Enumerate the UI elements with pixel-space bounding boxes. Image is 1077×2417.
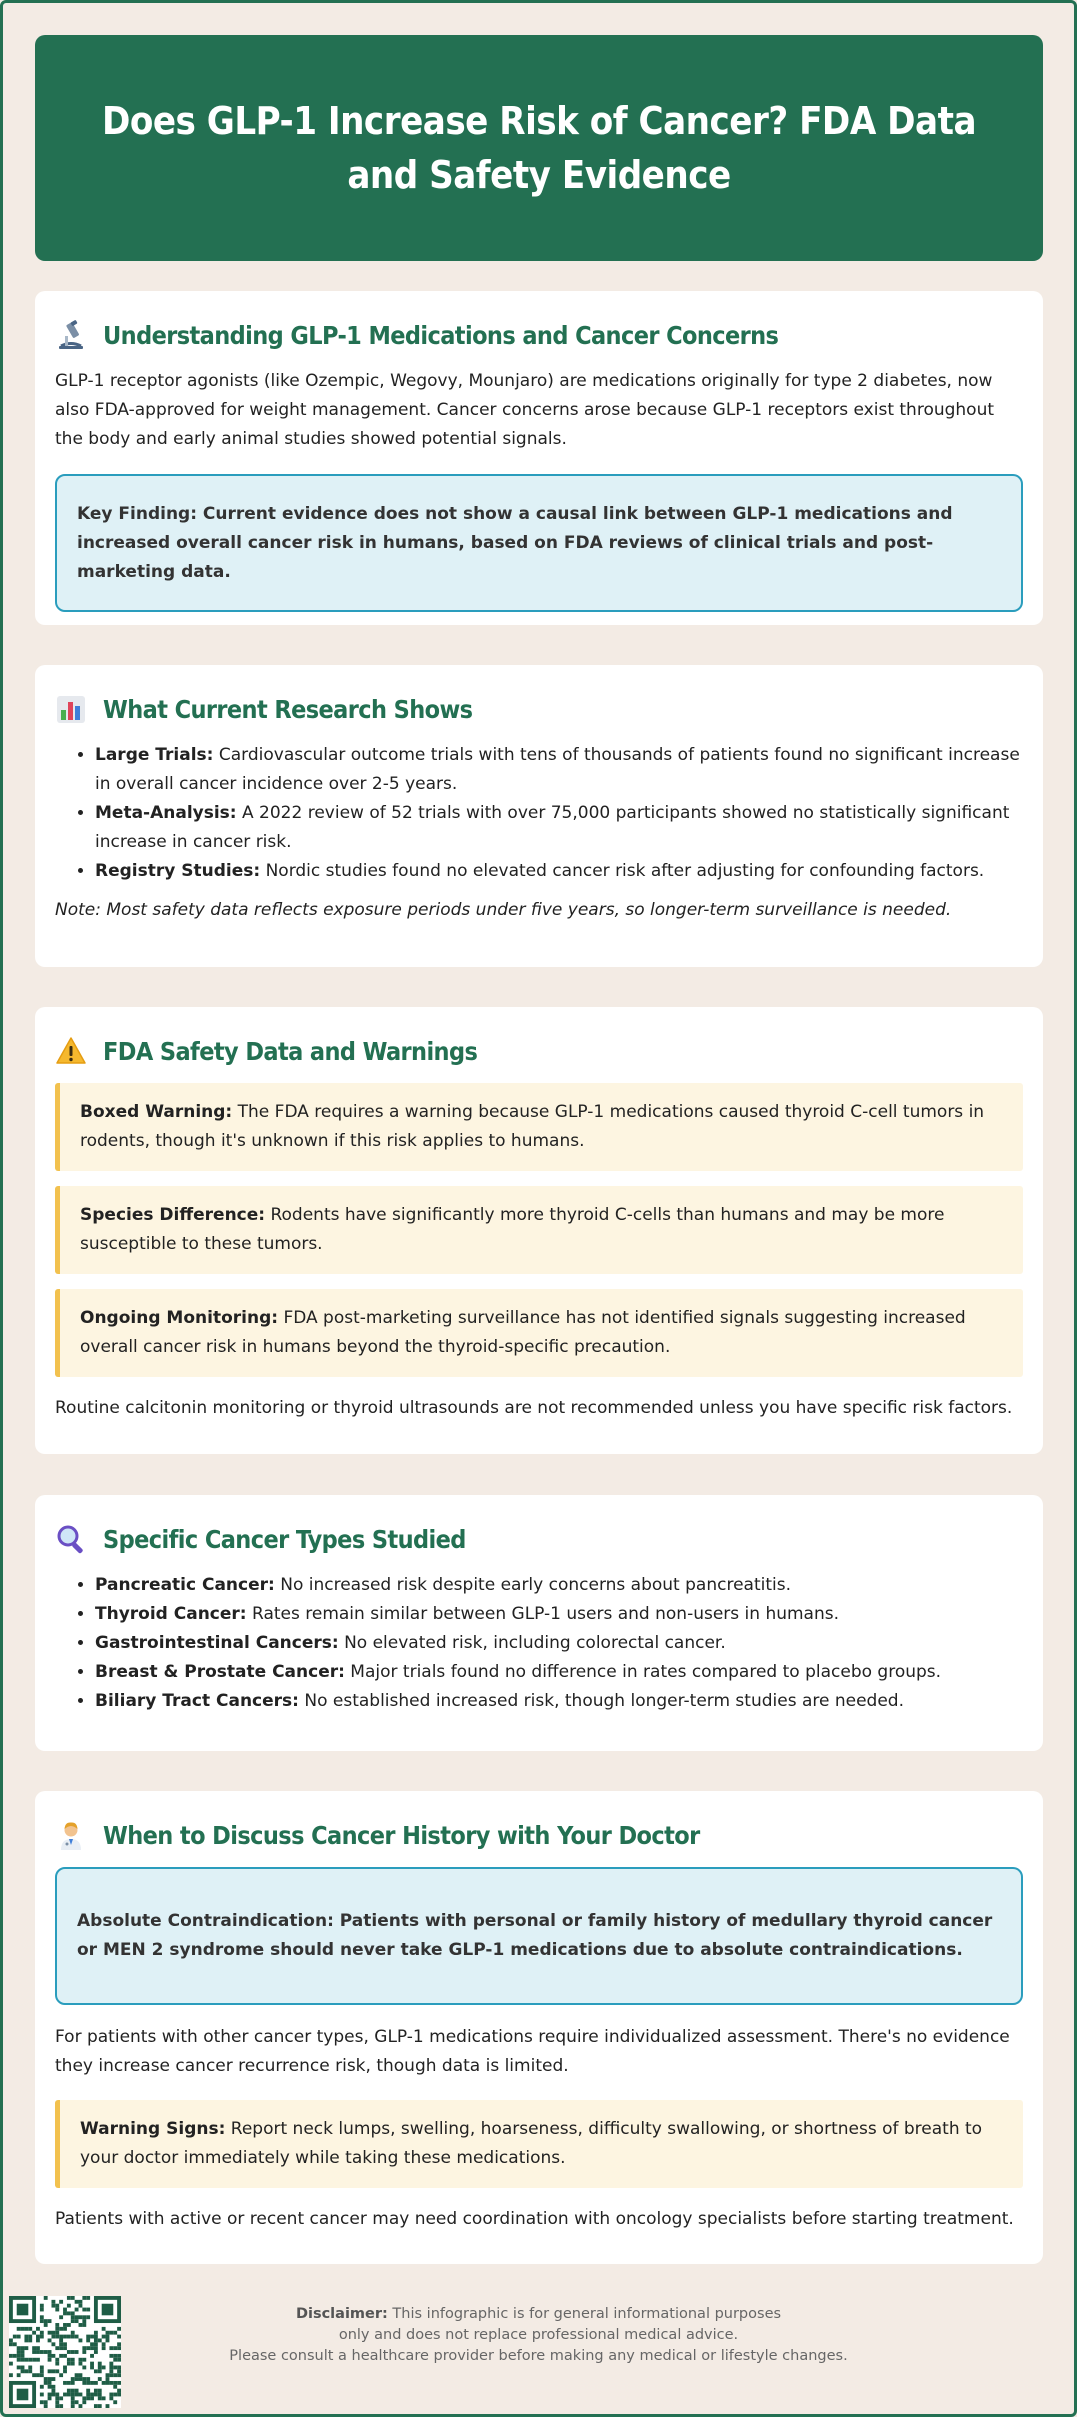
list-item: • Gastrointestinal Cancers: No elevated risk, including colorectal cancer. — [95, 1629, 1023, 1658]
list-item: • Breast & Prostate Cancer: Major trials found no difference in rates compared to placebo groups. — [95, 1658, 1023, 1687]
key-finding-text: Key Finding: Current evidence does not show a causal link between GLP-1 medications and increased overall cancer risk in humans, based on FDA reviews of clinical trials and post-marketing data. — [77, 503, 953, 582]
warning-signs-callout: Warning Signs: Report neck lumps, swelling, hoarseness, difficulty swallowing, or shortness of breath to your doctor immediately while taking these medications. — [55, 2100, 1023, 2188]
section-fda-safety — [35, 1007, 1043, 1454]
ongoing-monitoring-callout: Ongoing Monitoring: FDA post-marketing surveillance has not identified signals suggesting increased overall cancer risk in humans beyond the thyroid-specific precaution. — [55, 1289, 1023, 1377]
section-title: When to Discuss Cancer History with Your Doctor — [103, 1820, 700, 1850]
section-doctor-discussion — [35, 1791, 1043, 2264]
list-item: • Biliary Tract Cancers: No established increased risk, though longer-term studies are needed. — [95, 1687, 1023, 1716]
section-closing-text: Patients with active or recent cancer may need coordination with oncology specialists before starting treatment. — [55, 2209, 1014, 2229]
list-item: • Registry Studies: Nordic studies found no elevated cancer risk after adjusting for confounding factors. — [95, 857, 1023, 886]
section-title: Specific Cancer Types Studied — [103, 1524, 466, 1554]
cancer-types-list — [55, 1571, 1023, 1716]
section-title: FDA Safety Data and Warnings — [103, 1036, 478, 1066]
section-footer-text: Routine calcitonin monitoring or thyroid ultrasounds are not recommended unless you have specific risk factors. — [55, 1398, 1013, 1418]
section-research — [35, 665, 1043, 967]
key-finding-box — [55, 474, 1023, 612]
section-body: For patients with other cancer types, GLP-1 medications require individualized assessment. There's no evidence they increase cancer recurrence risk, though data is limited. — [55, 2027, 1010, 2076]
boxed-warning-callout: Boxed Warning: The FDA requires a warning because GLP-1 medications caused thyroid C-cell tumors in rodents, though it's unknown if this risk applies to humans. — [55, 1083, 1023, 1171]
list-item: • Meta-Analysis: A 2022 review of 52 trials with over 75,000 participants showed no statistically significant increase in cancer risk. — [95, 799, 1023, 857]
magnifier-icon — [55, 1523, 87, 1555]
warning-icon — [55, 1035, 87, 1067]
section-title: Understanding GLP-1 Medications and Cancer Concerns — [103, 320, 779, 350]
research-note: Note: Most safety data reflects exposure periods under five years, so longer-term surveillance is needed. — [55, 900, 952, 920]
contraindication-box — [55, 1867, 1023, 2005]
section-title: What Current Research Shows — [103, 694, 473, 724]
doctor-icon — [55, 1819, 87, 1851]
bar-chart-icon — [55, 693, 87, 725]
disclaimer: Disclaimer: This infographic is for general informational purposes only and does not replace professional medical advice. Please consult a healthcare provider before making any medical or lifestyle changes. — [229, 2306, 848, 2364]
list-item: • Large Trials: Cardiovascular outcome trials with tens of thousands of patients found no significant increase in overall cancer incidence over 2-5 years. — [95, 741, 1023, 799]
section-understanding — [35, 291, 1043, 625]
list-item: • Thyroid Cancer: Rates remain similar between GLP-1 users and non-users in humans. — [95, 1600, 1023, 1629]
contraindication-text: Absolute Contraindication: Patients with personal or family history of medullary thyroid cancer or MEN 2 syndrome should never take GLP-1 medications due to absolute contraindications. — [77, 1911, 993, 1960]
page-title: Does GLP-1 Increase Risk of Cancer? FDA Data and Safety Evidence — [101, 99, 977, 197]
section-cancer-types — [35, 1495, 1043, 1751]
research-list — [55, 741, 1023, 886]
microscope-icon — [55, 319, 87, 351]
page-header — [35, 35, 1043, 261]
section-body: GLP-1 receptor agonists (like Ozempic, Wegovy, Mounjaro) are medications originally for type 2 diabetes, now also FDA-approved for weight management. Cancer concerns arose because GLP-1 receptors exist throughout the body and early animal studies showed potential signals. — [55, 371, 995, 449]
species-difference-callout: Species Difference: Rodents have significantly more thyroid C-cells than humans and may be more susceptible to these tumors. — [55, 1186, 1023, 1274]
list-item: • Pancreatic Cancer: No increased risk despite early concerns about pancreatitis. — [95, 1571, 1023, 1600]
